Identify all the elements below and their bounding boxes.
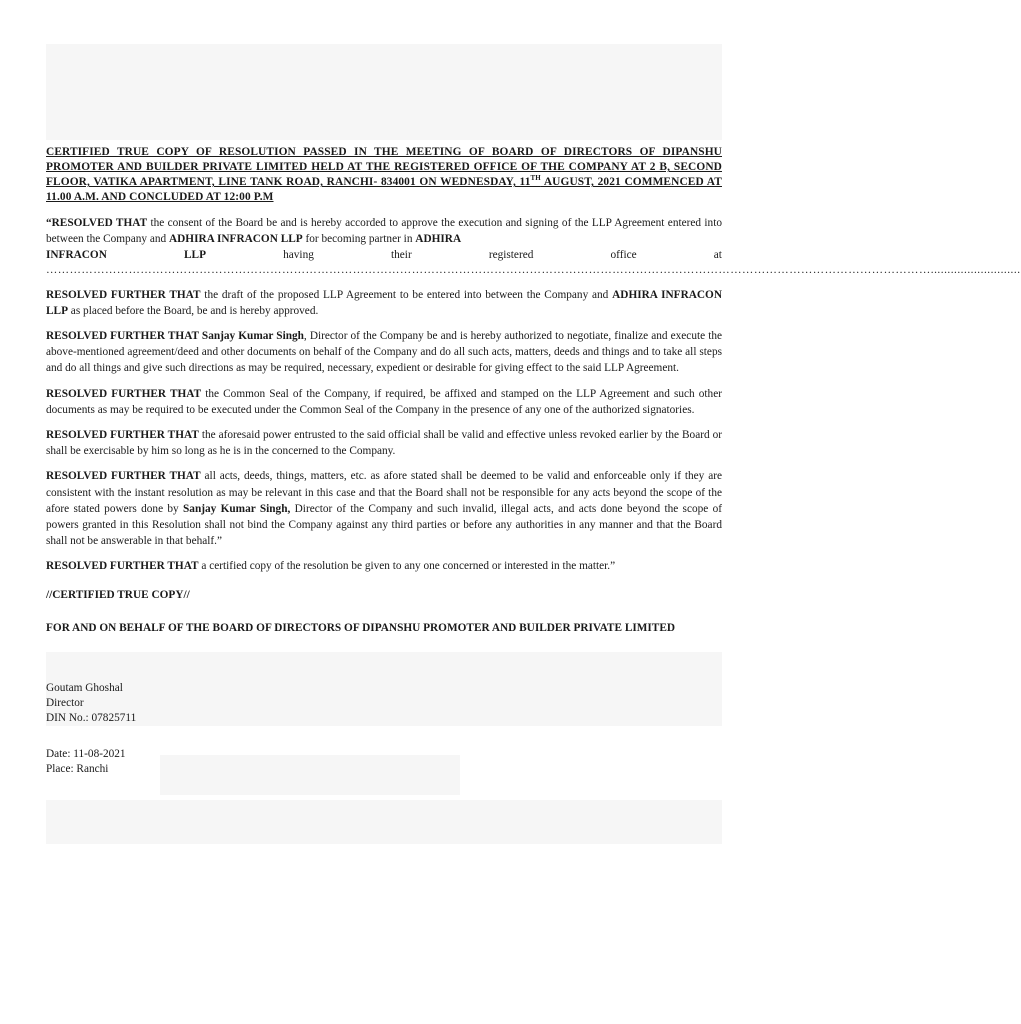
date-line: Date: 11-08-2021 — [46, 747, 126, 760]
certified-true-copy: //CERTIFIED TRUE COPY// — [46, 588, 190, 601]
title-superscript: TH — [530, 174, 541, 183]
resolution-paragraph-2: RESOLVED FURTHER THAT the draft of the proposed LLP Agreement to be entered into between the Company and ADHIRA INFRACON LLP as placed before the Board, be and is hereby approved. — [46, 288, 722, 317]
address-placeholder-dots: ………………………………………………………………………………………………………………………………………………………………………………………………………........................... — [46, 263, 1021, 276]
signatory-block — [46, 681, 722, 726]
resolution-paragraph-1: “RESOLVED THAT the consent of the Board be and is hereby accorded to approve the execution and signing of the LLP Agreement entered into between the Company and ADHIRA INFRACON LLP for becoming partner in ADHIRA — [46, 217, 722, 246]
resolution-document — [46, 145, 1021, 777]
resolution-paragraph-3: RESOLVED FURTHER THAT Sanjay Kumar Singh, Director of the Company be and is hereby authorized to negotiate, finalize and execute the above-mentioned agreement/deed and other documents on behalf of the Company and do all such acts, matters, deeds and things and to take all steps and do all things and give such directions as may be required, necessary, expedient or desirable for giving effect to the said LLP Agreement. — [46, 330, 722, 375]
resolution-paragraph-5: RESOLVED FURTHER THAT the aforesaid power entrusted to the said official shall be valid and effective unless revoked earlier by the Board or shall be exercisable by him so long as he is in the concerned to the Company. — [46, 429, 722, 458]
signatory-din: DIN No.: 07825711 — [46, 711, 137, 724]
date-place-block — [46, 747, 722, 777]
resolution-paragraph-4: RESOLVED FURTHER THAT the Common Seal of the Company, if required, be affixed and stamped on the LLP Agreement and such other documents as may be required to be executed under the Common Seal of the Company in the presence of any one of the authorized signatories. — [46, 387, 722, 416]
header-shade — [46, 44, 722, 140]
signatory-name: Goutam Ghoshal — [46, 681, 123, 694]
place-line: Place: Ranchi — [46, 762, 109, 775]
on-behalf-statement: FOR AND ON BEHALF OF THE BOARD OF DIRECTORS OF DIPANSHU PROMOTER AND BUILDER PRIVATE LIMITED — [46, 621, 676, 634]
document-title: CERTIFIED TRUE COPY OF RESOLUTION PASSED IN THE MEETING OF BOARD OF DIRECTORS OF DIPANSHU PROMOTER AND BUILDER PRIVATE LIMITED HELD AT THE REGISTERED OFFICE OF THE COMPANY AT 2 B, SECOND FLOOR, VATIKA APARTMENT, LINE TANK ROAD, RANCHI- 834001 ON WEDNESDAY, 11TH AUGUST, 2021 COMMENCED AT 11.00 A.M. AND CONCLUDED AT 12:00 P.M — [46, 146, 722, 203]
resolution-paragraph-1-line: INFRACON LLP having their registered office at — [46, 249, 722, 262]
resolution-paragraph-6: RESOLVED FURTHER THAT all acts, deeds, things, matters, etc. as afore stated shall be deemed to be valid and enforceable only if they are consistent with the instant resolution as may be relevant in this case and that the Board shall not be responsible for any acts beyond the scope of the afore stated powers done by Sanjay Kumar Singh, Director of the Company and such invalid, illegal acts, and acts done beyond the scope of powers granted in this Resolution shall not bind the Company against any third parties or before any authorities in any manner and that the Board shall not be answerable in that behalf.” — [46, 470, 723, 548]
signatory-designation: Director — [46, 696, 84, 709]
footer-shade — [46, 800, 722, 844]
resolution-paragraph-7: RESOLVED FURTHER THAT a certified copy of the resolution be given to any one concerned or interested in the matter.” — [46, 560, 616, 573]
